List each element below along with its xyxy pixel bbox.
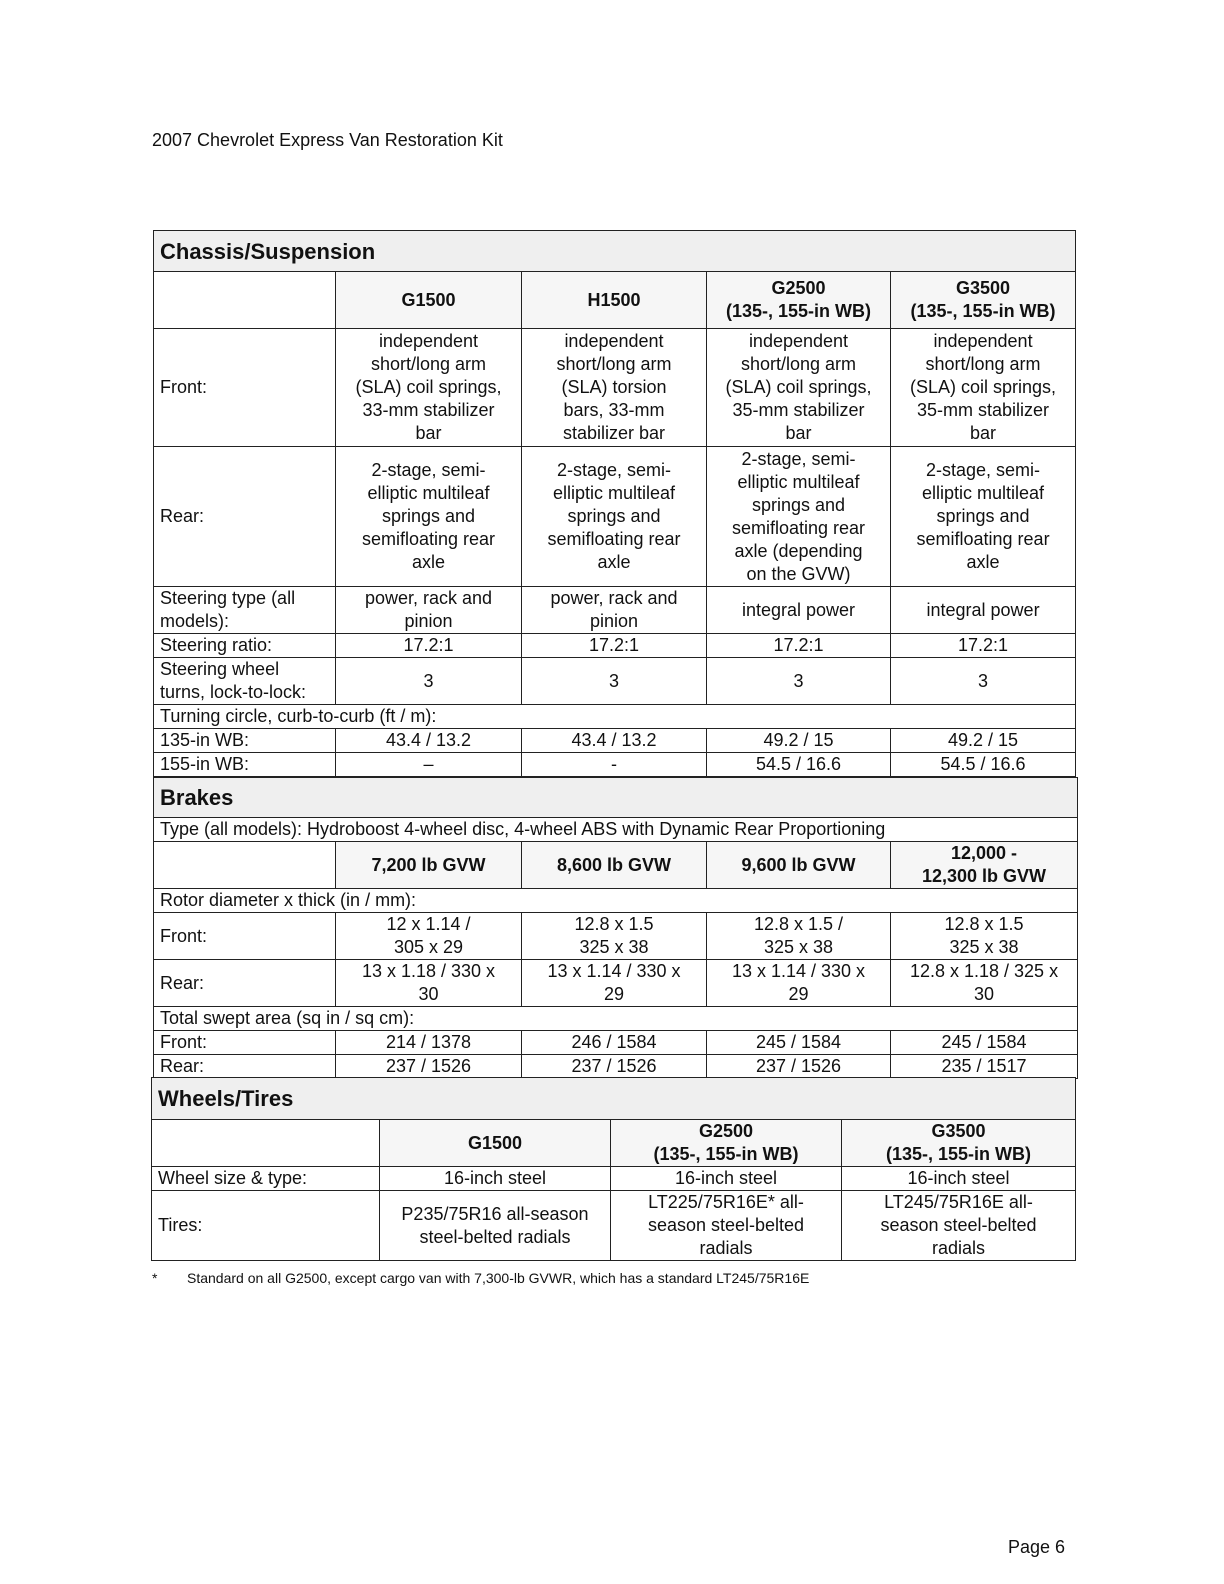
table-row [154, 634, 1076, 658]
table-cell: 54.5 / 16.6 [707, 753, 891, 777]
table-cell: 13 x 1.14 / 330 x 29 [522, 960, 707, 1007]
table-cell: - [522, 753, 707, 777]
page-number: Page 6 [1008, 1537, 1066, 1557]
section-title-brakes: Brakes [154, 778, 1078, 818]
table-row [152, 1167, 1076, 1191]
table-row [152, 1191, 1076, 1261]
table-cell: 13 x 1.18 / 330 x 30 [336, 960, 522, 1007]
table-cell: 3 [336, 658, 522, 705]
table-row [154, 729, 1076, 753]
column-header-g3500: G3500 (135-, 155-in WB) [891, 272, 1076, 329]
table-cell: 12.8 x 1.18 / 325 x 30 [891, 960, 1078, 1007]
table-cell: 12.8 x 1.5 / 325 x 38 [707, 913, 891, 960]
table-cell: 16-inch steel [611, 1167, 842, 1191]
table-cell: 12 x 1.14 / 305 x 29 [336, 913, 522, 960]
table-cell: 3 [522, 658, 707, 705]
subsection-label-swept-area: Total swept area (sq in / sq cm): [154, 1007, 1078, 1031]
table-row [154, 587, 1076, 634]
table-cell: 12.8 x 1.5 325 x 38 [522, 913, 707, 960]
row-label: Front: [154, 913, 336, 960]
table-cell: 17.2:1 [891, 634, 1076, 658]
column-header-g1500: G1500 [336, 272, 522, 329]
table-row [154, 1031, 1078, 1055]
table-cell: power, rack and pinion [522, 587, 707, 634]
table-cell: 54.5 / 16.6 [891, 753, 1076, 777]
column-header-9600-gvw: 9,600 lb GVW [707, 842, 891, 889]
table-cell: 245 / 1584 [891, 1031, 1078, 1055]
brakes-table [153, 777, 1078, 1079]
table-cell: 49.2 / 15 [707, 729, 891, 753]
column-header-g3500: G3500 (135-, 155-in WB) [842, 1120, 1076, 1167]
table-row [154, 329, 1076, 447]
table-cell: 43.4 / 13.2 [336, 729, 522, 753]
table-row [154, 1055, 1078, 1079]
table-cell: – [336, 753, 522, 777]
table-cell: 17.2:1 [707, 634, 891, 658]
column-header-7200-gvw: 7,200 lb GVW [336, 842, 522, 889]
table-cell: independent short/long arm (SLA) torsion bars, 33-mm stabilizer bar [522, 329, 707, 447]
section-title-wheels: Wheels/Tires [152, 1078, 1076, 1120]
document-header: 2007 Chevrolet Express Van Restoration Kit [152, 130, 503, 150]
table-cell: 237 / 1526 [522, 1055, 707, 1079]
table-cell: 13 x 1.14 / 330 x 29 [707, 960, 891, 1007]
table-cell: P235/75R16 all-season steel-belted radials [380, 1191, 611, 1261]
subsection-label-rotor: Rotor diameter x thick (in / mm): [154, 889, 1078, 913]
table-row [154, 960, 1078, 1007]
row-label: Steering wheel turns, lock-to-lock: [154, 658, 336, 705]
footnote-marker: * [152, 1270, 158, 1286]
row-label: Steering type (all models): [154, 587, 336, 634]
row-label: Front: [154, 1031, 336, 1055]
column-header-12000-gvw: 12,000 - 12,300 lb GVW [891, 842, 1078, 889]
table-cell: 245 / 1584 [707, 1031, 891, 1055]
table-cell: 235 / 1517 [891, 1055, 1078, 1079]
table-cell: 2-stage, semi- elliptic multileaf springs and semifloating rear axle (depending on the GVW) [707, 447, 891, 587]
table-row [154, 753, 1076, 777]
header-blank-cell [152, 1120, 380, 1167]
table-cell: integral power [707, 587, 891, 634]
subsection-label-turning-circle: Turning circle, curb-to-curb (ft / m): [154, 705, 1076, 729]
table-row [154, 913, 1078, 960]
column-header-g2500: G2500 (135-, 155-in WB) [611, 1120, 842, 1167]
table-cell: 43.4 / 13.2 [522, 729, 707, 753]
column-header-g2500: G2500 (135-, 155-in WB) [707, 272, 891, 329]
row-label: Rear: [154, 960, 336, 1007]
table-row [154, 658, 1076, 705]
table-cell: 12.8 x 1.5 325 x 38 [891, 913, 1078, 960]
table-cell: 3 [707, 658, 891, 705]
table-cell: 237 / 1526 [336, 1055, 522, 1079]
table-cell: 2-stage, semi- elliptic multileaf springs and semifloating rear axle [336, 447, 522, 587]
footnote [152, 1270, 809, 1286]
row-label: 155-in WB: [154, 753, 336, 777]
column-header-h1500: H1500 [522, 272, 707, 329]
table-cell: LT245/75R16E all- season steel-belted radials [842, 1191, 1076, 1261]
chassis-suspension-table [153, 230, 1076, 777]
brake-type-line: Type (all models): Hydroboost 4-wheel disc, 4-wheel ABS with Dynamic Rear Proportioning [154, 818, 1078, 842]
table-cell: 49.2 / 15 [891, 729, 1076, 753]
column-header-8600-gvw: 8,600 lb GVW [522, 842, 707, 889]
wheels-tires-table [151, 1077, 1076, 1261]
table-cell: power, rack and pinion [336, 587, 522, 634]
table-cell: 246 / 1584 [522, 1031, 707, 1055]
table-cell: 2-stage, semi- elliptic multileaf springs and semifloating rear axle [891, 447, 1076, 587]
section-title-chassis: Chassis/Suspension [154, 231, 1076, 272]
table-cell: LT225/75R16E* all- season steel-belted radials [611, 1191, 842, 1261]
table-cell: 214 / 1378 [336, 1031, 522, 1055]
table-cell: integral power [891, 587, 1076, 634]
row-label: 135-in WB: [154, 729, 336, 753]
table-cell: independent short/long arm (SLA) coil springs, 35-mm stabilizer bar [891, 329, 1076, 447]
row-label: Steering ratio: [154, 634, 336, 658]
header-blank-cell [154, 272, 336, 329]
table-cell: 3 [891, 658, 1076, 705]
table-cell: 237 / 1526 [707, 1055, 891, 1079]
header-blank-cell [154, 842, 336, 889]
table-cell: 2-stage, semi- elliptic multileaf springs and semifloating rear axle [522, 447, 707, 587]
footnote-text: Standard on all G2500, except cargo van with 7,300-lb GVWR, which has a standard LT245/75R16E [187, 1270, 810, 1286]
table-cell: 17.2:1 [522, 634, 707, 658]
row-label: Rear: [154, 1055, 336, 1079]
table-cell: 17.2:1 [336, 634, 522, 658]
table-cell: independent short/long arm (SLA) coil springs, 35-mm stabilizer bar [707, 329, 891, 447]
column-header-g1500: G1500 [380, 1120, 611, 1167]
row-label: Wheel size & type: [152, 1167, 380, 1191]
row-label: Front: [154, 329, 336, 447]
table-cell: independent short/long arm (SLA) coil springs, 33-mm stabilizer bar [336, 329, 522, 447]
table-row [154, 447, 1076, 587]
row-label: Tires: [152, 1191, 380, 1261]
table-cell: 16-inch steel [842, 1167, 1076, 1191]
table-cell: 16-inch steel [380, 1167, 611, 1191]
row-label: Rear: [154, 447, 336, 587]
